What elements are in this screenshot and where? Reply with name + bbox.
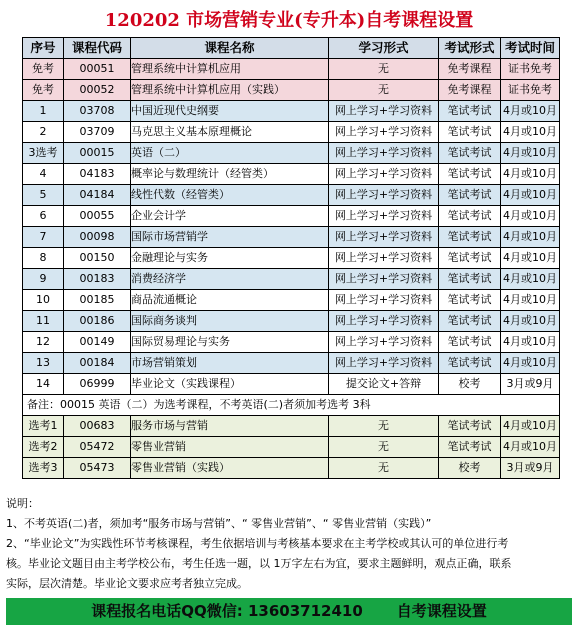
course-rows [23, 59, 560, 395]
cell-study-mode: 无 [329, 59, 439, 80]
cell-seq: 7 [23, 227, 64, 248]
cell-study-mode: 网上学习+学习资料 [329, 311, 439, 332]
header-code: 课程代码 [64, 38, 131, 59]
banner-label: 自考课程设置 [396, 602, 487, 620]
cell-seq: 选考2 [23, 437, 64, 458]
table-row [23, 122, 560, 143]
cell-name: 线性代数（经管类） [131, 185, 329, 206]
cell-code: 03708 [64, 101, 131, 122]
cell-study-mode: 网上学习+学习资料 [329, 332, 439, 353]
table-row [23, 353, 560, 374]
cell-seq: 13 [23, 353, 64, 374]
cell-code: 04183 [64, 164, 131, 185]
cell-exam-time: 4月或10月 [501, 290, 560, 311]
cell-name: 管理系统中计算机应用 [131, 59, 329, 80]
cell-name: 市场营销策划 [131, 353, 329, 374]
cell-seq: 选考1 [23, 416, 64, 437]
table-row [23, 206, 560, 227]
cell-name: 英语（二） [131, 143, 329, 164]
cell-exam-form: 笔试考试 [439, 416, 501, 437]
cell-code: 00051 [64, 59, 131, 80]
table-row [23, 437, 560, 458]
cell-code: 00185 [64, 290, 131, 311]
notes-line-3: 核。毕业论文题目由主考学校公布，考生任选一题，以 1万字左右为宜，要求主题鲜明，观点正确，联系 [6, 557, 512, 570]
cell-study-mode: 提交论文+答辩 [329, 374, 439, 395]
explanation-notes [6, 494, 572, 594]
cell-study-mode: 网上学习+学习资料 [329, 143, 439, 164]
cell-code: 00052 [64, 80, 131, 101]
header-name: 课程名称 [131, 38, 329, 59]
cell-exam-form: 笔试考试 [439, 311, 501, 332]
cell-name: 中国近现代史纲要 [131, 101, 329, 122]
table-row [23, 101, 560, 122]
cell-seq: 5 [23, 185, 64, 206]
table-row [23, 290, 560, 311]
table-row [23, 59, 560, 80]
header-exam-form: 考试形式 [439, 38, 501, 59]
cell-code: 00098 [64, 227, 131, 248]
cell-study-mode: 网上学习+学习资料 [329, 290, 439, 311]
cell-seq: 3选考 [23, 143, 64, 164]
header-exam-time: 考试时间 [501, 38, 560, 59]
contact-banner [6, 598, 572, 625]
cell-name: 消费经济学 [131, 269, 329, 290]
cell-name: 商品流通概论 [131, 290, 329, 311]
cell-study-mode: 网上学习+学习资料 [329, 101, 439, 122]
note-row [23, 395, 560, 416]
cell-code: 00186 [64, 311, 131, 332]
cell-name: 国际商务谈判 [131, 311, 329, 332]
header-seq: 序号 [23, 38, 64, 59]
cell-exam-form: 校考 [439, 374, 501, 395]
table-row [23, 164, 560, 185]
cell-study-mode: 无 [329, 437, 439, 458]
notes-line-2: 2、“毕业论文”为实践性环节考核课程，考生依据培训与考核基本要求在主考学校或其认可的单位进行考 [6, 537, 509, 550]
cell-code: 06999 [64, 374, 131, 395]
cell-code: 00055 [64, 206, 131, 227]
cell-code: 05473 [64, 458, 131, 479]
cell-study-mode: 网上学习+学习资料 [329, 206, 439, 227]
header-study-mode: 学习形式 [329, 38, 439, 59]
course-table [22, 37, 560, 479]
cell-exam-form: 笔试考试 [439, 122, 501, 143]
cell-code: 04184 [64, 185, 131, 206]
cell-seq: 选考3 [23, 458, 64, 479]
cell-exam-form: 笔试考试 [439, 332, 501, 353]
cell-study-mode: 网上学习+学习资料 [329, 248, 439, 269]
table-row [23, 374, 560, 395]
elective-rows [23, 416, 560, 479]
cell-study-mode: 无 [329, 80, 439, 101]
cell-name: 概率论与数理统计（经管类） [131, 164, 329, 185]
cell-seq: 1 [23, 101, 64, 122]
cell-seq: 12 [23, 332, 64, 353]
cell-code: 00149 [64, 332, 131, 353]
cell-exam-form: 笔试考试 [439, 248, 501, 269]
cell-name: 零售业营销（实践） [131, 458, 329, 479]
cell-code: 00183 [64, 269, 131, 290]
table-row [23, 227, 560, 248]
cell-exam-time: 3月或9月 [501, 374, 560, 395]
cell-name: 服务市场与营销 [131, 416, 329, 437]
cell-seq: 2 [23, 122, 64, 143]
cell-exam-time: 4月或10月 [501, 185, 560, 206]
cell-exam-time: 4月或10月 [501, 122, 560, 143]
cell-study-mode: 网上学习+学习资料 [329, 164, 439, 185]
notes-line-1: 1、不考英语(二)者，须加考“服务市场与营销”、“ 零售业营销”、“ 零售业营销（实践）” [6, 517, 432, 530]
cell-study-mode: 网上学习+学习资料 [329, 185, 439, 206]
cell-exam-form: 笔试考试 [439, 206, 501, 227]
cell-exam-form: 笔试考试 [439, 437, 501, 458]
cell-exam-time: 4月或10月 [501, 248, 560, 269]
cell-exam-form: 笔试考试 [439, 185, 501, 206]
page-title: 120202 市场营销专业(专升本)自考课程设置 [104, 10, 474, 31]
note-section [23, 395, 560, 416]
cell-exam-time: 证书免考 [501, 59, 560, 80]
cell-exam-form: 笔试考试 [439, 101, 501, 122]
cell-seq: 14 [23, 374, 64, 395]
cell-exam-form: 笔试考试 [439, 227, 501, 248]
cell-seq: 11 [23, 311, 64, 332]
cell-exam-time: 证书免考 [501, 80, 560, 101]
cell-seq: 免考 [23, 59, 64, 80]
table-row [23, 311, 560, 332]
cell-exam-form: 免考课程 [439, 80, 501, 101]
cell-exam-time: 4月或10月 [501, 269, 560, 290]
table-row [23, 458, 560, 479]
table-row [23, 143, 560, 164]
table-row [23, 332, 560, 353]
table-row [23, 248, 560, 269]
table-row [23, 416, 560, 437]
cell-study-mode: 网上学习+学习资料 [329, 353, 439, 374]
cell-seq: 8 [23, 248, 64, 269]
cell-exam-time: 4月或10月 [501, 164, 560, 185]
table-row [23, 80, 560, 101]
cell-study-mode: 无 [329, 458, 439, 479]
table-row [23, 269, 560, 290]
cell-name: 管理系统中计算机应用（实践） [131, 80, 329, 101]
cell-study-mode: 网上学习+学习资料 [329, 227, 439, 248]
cell-code: 00683 [64, 416, 131, 437]
table-header-row [23, 38, 560, 59]
notes-line-4: 实际，层次清楚。毕业论文要求应考者独立完成。 [6, 577, 248, 590]
cell-exam-time: 3月或9月 [501, 458, 560, 479]
cell-seq: 9 [23, 269, 64, 290]
cell-seq: 6 [23, 206, 64, 227]
cell-exam-time: 4月或10月 [501, 416, 560, 437]
note-text: 备注：00015 英语（二）为选考课程，不考英语(二)者须加考选考 3科 [23, 395, 560, 416]
cell-exam-form: 免考课程 [439, 59, 501, 80]
cell-name: 马克思主义基本原理概论 [131, 122, 329, 143]
cell-exam-time: 4月或10月 [501, 206, 560, 227]
table-row [23, 185, 560, 206]
cell-name: 金融理论与实务 [131, 248, 329, 269]
cell-exam-form: 校考 [439, 458, 501, 479]
cell-exam-time: 4月或10月 [501, 227, 560, 248]
cell-study-mode: 网上学习+学习资料 [329, 122, 439, 143]
cell-seq: 免考 [23, 80, 64, 101]
cell-study-mode: 无 [329, 416, 439, 437]
cell-code: 00184 [64, 353, 131, 374]
cell-code: 00015 [64, 143, 131, 164]
cell-exam-time: 4月或10月 [501, 353, 560, 374]
cell-name: 国际贸易理论与实务 [131, 332, 329, 353]
cell-seq: 4 [23, 164, 64, 185]
cell-exam-time: 4月或10月 [501, 143, 560, 164]
cell-exam-form: 笔试考试 [439, 290, 501, 311]
cell-name: 企业会计学 [131, 206, 329, 227]
cell-exam-form: 笔试考试 [439, 353, 501, 374]
cell-exam-time: 4月或10月 [501, 332, 560, 353]
cell-name: 毕业论文（实践课程） [131, 374, 329, 395]
cell-study-mode: 网上学习+学习资料 [329, 269, 439, 290]
cell-seq: 10 [23, 290, 64, 311]
cell-code: 05472 [64, 437, 131, 458]
cell-exam-form: 笔试考试 [439, 143, 501, 164]
notes-heading: 说明： [6, 497, 39, 510]
cell-code: 00150 [64, 248, 131, 269]
cell-exam-time: 4月或10月 [501, 311, 560, 332]
cell-exam-time: 4月或10月 [501, 101, 560, 122]
cell-code: 03709 [64, 122, 131, 143]
cell-exam-time: 4月或10月 [501, 437, 560, 458]
cell-exam-form: 笔试考试 [439, 164, 501, 185]
cell-name: 国际市场营销学 [131, 227, 329, 248]
contact-info: 课程报名电话QQ微信: 13603712410 [91, 602, 363, 620]
cell-exam-form: 笔试考试 [439, 269, 501, 290]
cell-name: 零售业营销 [131, 437, 329, 458]
